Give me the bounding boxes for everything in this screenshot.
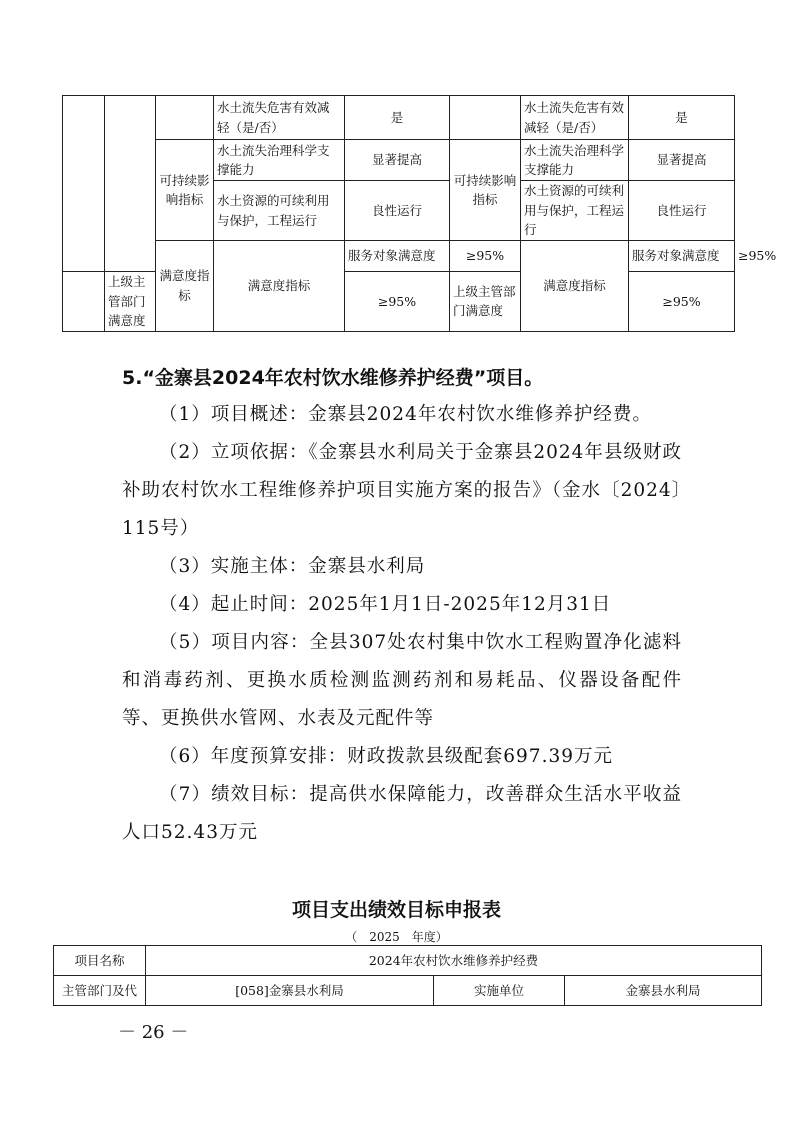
indicator-cell: 水土流失治理科学支撑能力 — [521, 140, 629, 181]
value-cell: ≥95% — [629, 272, 735, 332]
project-name-label: 项目名称 — [54, 946, 146, 976]
paragraph-implementer: （3）实施主体：金寨县水利局 — [159, 556, 426, 577]
indicator-cell: 水土资源的可续利用与保护，工程运行 — [521, 181, 629, 241]
page-number: － 26 － — [118, 1022, 189, 1043]
table-cell-empty — [450, 96, 521, 140]
section-body — [122, 396, 682, 852]
value-cell: ≥95% — [345, 272, 450, 332]
project-name-value: 2024年农村饮水维修养护经费 — [146, 946, 762, 976]
dept-label: 主管部门及代 — [54, 976, 146, 1006]
table-cell-empty — [156, 96, 214, 140]
section-heading: 5.“金寨县2024年农村饮水维修养护经费”项目。 — [122, 367, 544, 389]
indicator-cell: 水土资源的可续利用与保护，工程运行 — [214, 181, 345, 241]
value-cell: 显著提高 — [345, 140, 450, 181]
indicator-cell: 水土流失治理科学支撑能力 — [214, 140, 345, 181]
value-cell: 良性运行 — [345, 181, 450, 241]
impl-unit-value: 金寨县水利局 — [565, 976, 762, 1006]
performance-indicator-table: 水土流失危害有效减轻（是/否） 是 水土流失危害有效减轻（是/否） 是 可持续影响指标 水土流失治理科学支撑能力 显著提高 可持续影响指标 水土流失治理科学支撑能力 显著提高 水土资源的可续利用与保护，工程运行 良性运行 水土资源的可续利用与保护，工程运行 良性运行 满意度指标 满意度指标 服务对象满意度 ≥95% 满意度指标 服务对象满意度 ≥95% 上级主管部门满意度 ≥95% 上级主管部门满意度 ≥95% — [62, 95, 735, 332]
paragraph-basis: （2）立项依据：《金寨县水利局关于金寨县2024年县级财政补助农村饮水工程维修养护项目实施方案的报告》（金水〔2024〕115号） — [122, 442, 682, 539]
dept-value: [058]金寨县水利局 — [146, 976, 434, 1006]
indicator-cell: 水土流失危害有效减轻（是/否） — [214, 96, 345, 140]
form-year: （ 2025 年度） — [345, 930, 448, 944]
table-cell-empty — [63, 96, 105, 272]
table-cell-empty — [105, 96, 156, 272]
table-cell-empty — [63, 272, 105, 332]
paragraph-budget: （6）年度预算安排：财政拨款县级配套697.39万元 — [159, 746, 614, 767]
category-cell: 可持续影响指标 — [450, 140, 521, 241]
category-cell: 满意度指标 — [214, 241, 345, 332]
indicator-cell: 服务对象满意度 — [345, 241, 450, 272]
category-cell: 满意度指标 — [156, 241, 214, 332]
indicator-cell: 上级主管部门满意度 — [450, 272, 521, 332]
paragraph-overview: （1）项目概述：金寨县2024年农村饮水维修养护经费。 — [159, 404, 652, 425]
category-cell: 可持续影响指标 — [156, 140, 214, 241]
impl-unit-label: 实施单位 — [434, 976, 565, 1006]
application-form-table — [53, 945, 762, 1006]
form-title: 项目支出绩效目标申报表 — [291, 899, 501, 921]
value-cell: 显著提高 — [629, 140, 735, 181]
value-cell: 是 — [345, 96, 450, 140]
indicator-cell: 服务对象满意度 — [629, 241, 735, 272]
category-cell: 满意度指标 — [521, 241, 629, 332]
indicator-cell: 水土流失危害有效减轻（是/否） — [521, 96, 629, 140]
paragraph-goal: （7）绩效目标：提高供水保障能力，改善群众生活水平收益人口52.43万元 — [122, 784, 682, 843]
value-cell: ≥95% — [450, 241, 521, 272]
paragraph-period: （4）起止时间：2025年1月1日-2025年12月31日 — [159, 594, 612, 615]
indicator-cell: 上级主管部门满意度 — [105, 272, 156, 332]
paragraph-content: （5）项目内容：全县307处农村集中饮水工程购置净化滤料和消毒药剂、更换水质检测监测药剂和易耗品、仪器设备配件等、更换供水管网、水表及元配件等 — [122, 632, 682, 729]
value-cell: 良性运行 — [629, 181, 735, 241]
value-cell: 是 — [629, 96, 735, 140]
